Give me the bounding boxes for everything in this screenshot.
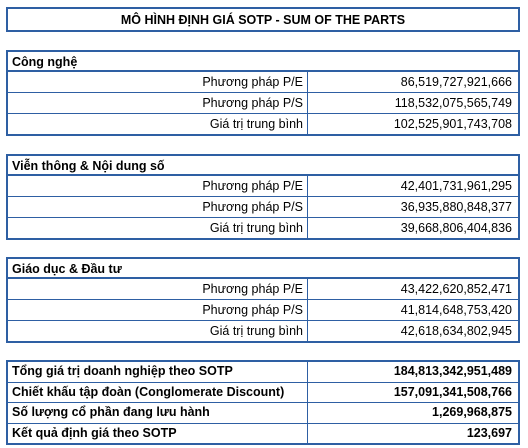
summary-value: 123,697 [466,425,512,440]
section-vien-thong [6,154,520,240]
row-value: 41,814,648,753,420 [400,303,512,317]
table-row [8,299,518,320]
table-row [8,92,518,113]
row-value: 102,525,901,743,708 [393,117,512,131]
table-row [8,279,518,299]
row-value: 118,532,075,565,749 [394,96,512,110]
table-row [8,320,518,341]
section-header: Giáo dục & Đầu tư [8,259,518,279]
row-value: 42,401,731,961,295 [400,179,512,193]
section-giao-duc [6,257,520,343]
section-header: Viễn thông & Nội dung số [8,156,518,176]
row-label: Giá trị trung bình [8,114,308,134]
summary-value: 184,813,342,951,489 [393,364,512,378]
row-value: 42,618,634,802,945 [400,324,512,338]
table-row [8,113,518,134]
summary-value: 1,269,968,875 [432,405,512,419]
table-row [8,196,518,217]
row-label: Giá trị trung bình [8,321,308,341]
table-row [8,402,518,423]
row-label: Phương pháp P/E [8,176,308,196]
summary-label: Tổng giá trị doanh nghiệp theo SOTP [8,362,308,382]
table-row [8,217,518,238]
row-value: 43,422,620,852,471 [400,282,512,296]
summary-value: 157,091,341,508,766 [393,384,512,399]
summary-label: Số lượng cổ phần đang lưu hành [8,403,308,423]
summary-label: Chiết khấu tập đoàn (Conglomerate Discount) [8,383,308,403]
summary-table [6,360,520,445]
row-label: Phương pháp P/E [8,279,308,299]
table-row [8,382,518,403]
row-value: 36,935,880,848,377 [400,200,512,214]
row-value: 39,668,806,404,836 [400,221,512,235]
section-header: Công nghệ [8,52,518,72]
section-cong-nghe [6,50,520,136]
table-row [8,362,518,382]
table-row [8,176,518,196]
row-label: Phương pháp P/S [8,300,308,320]
sheet-title: MÔ HÌNH ĐỊNH GIÁ SOTP - SUM OF THE PARTS [6,7,520,32]
row-label: Phương pháp P/S [8,197,308,217]
table-row [8,72,518,92]
row-label: Phương pháp P/E [8,72,308,92]
row-value: 86,519,727,921,666 [400,75,512,89]
row-label: Giá trị trung bình [8,218,308,238]
summary-label: Kết quả định giá theo SOTP [8,424,308,444]
table-row [8,423,518,444]
row-label: Phương pháp P/S [8,93,308,113]
